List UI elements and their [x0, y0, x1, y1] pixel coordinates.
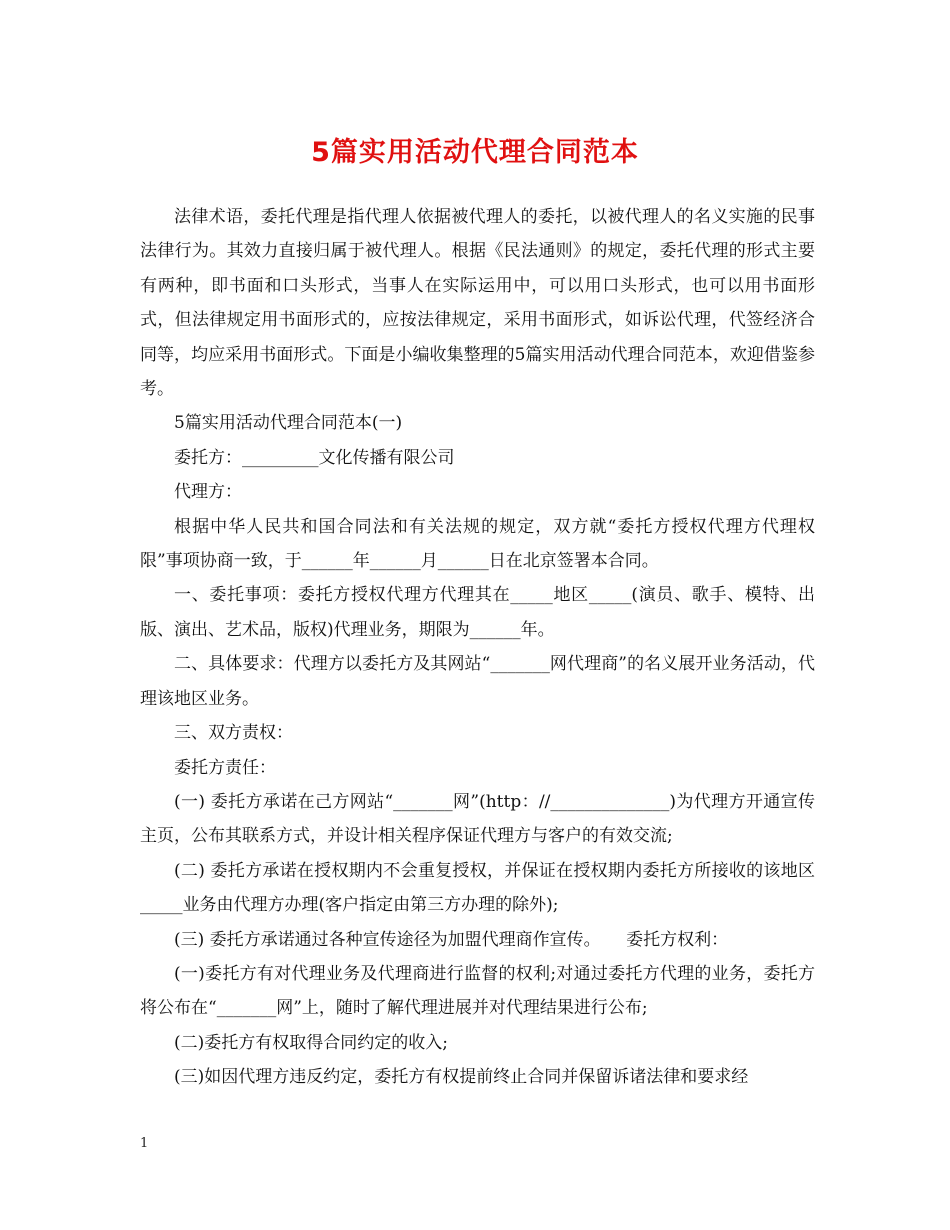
- document-title: 5篇实用活动代理合同范本: [311, 137, 639, 168]
- paragraph-intro: 法律术语，委托代理是指代理人依据被代理人的委托，以被代理人的名义实施的民事法律行为。其效力直接归属于被代理人。根据《民法通则》的规定，委托代理的形式主要有两种，即书面和口头形式，当事人在实际运用中，可以用口头形式，也可以用书面形式，但法律规定用书面形式的，应按法律规定，采用书面形式，如诉讼代理，代签经济合同等，均应采用书面形式。下面是小编收集整理的5篇实用活动代理合同范本，欢迎借鉴参考。: [140, 207, 815, 400]
- paragraph-principal: 委托方：_________文化传播有限公司: [174, 447, 455, 468]
- paragraph-principal-duties: 委托方责任：: [174, 757, 276, 778]
- paragraph-agent: 代理方：: [174, 482, 242, 503]
- paragraph-right-2: (二)委托方有权取得合同约定的收入;: [174, 1032, 448, 1053]
- document-body: [140, 200, 815, 1095]
- page-number: 1: [140, 1136, 149, 1151]
- paragraph-clause-2: 二、具体要求：代理方以委托方及其网站“_______网代理商”的名义展开业务活动，代理该地区业务。: [140, 654, 815, 709]
- paragraph-right-1: (一)委托方有对代理业务及代理商进行监督的权利;对通过委托方代理的业务，委托方将公布在“_______网”上，随时了解代理进展并对代理结果进行公布;: [140, 963, 815, 1019]
- paragraph-clause-3: 三、双方责权：: [174, 723, 293, 744]
- paragraph-clause-1: 一、委托事项：委托方授权代理方代理其在_____地区_____(演员、歌手、模特、出版、演出、艺术品，版权)代理业务，期限为______年。: [140, 585, 815, 640]
- paragraph-right-3: (三)如因代理方违反约定，委托方有权提前终止合同并保留诉诸法律和要求经: [174, 1067, 749, 1088]
- paragraph-section-heading: 5篇实用活动代理合同范本(一): [174, 413, 403, 434]
- paragraph-duty-3: (三) 委托方承诺通过各种宣传途径为加盟代理商作宣传。 委托方权利：: [174, 929, 729, 950]
- paragraph-preamble: 根据中华人民共和国合同法和有关法规的规定，双方就“委托方授权代理方代理权限”事项协商一致，于______年______月______日在北京签署本合同。: [140, 516, 815, 572]
- paragraph-duty-1: (一) 委托方承诺在己方网站“_______网”(http：//______________)为代理方开通宣传主页，公布其联系方式，并设计相关程序保证代理方与客户的有效交流;: [140, 791, 815, 847]
- paragraph-duty-2: (二) 委托方承诺在授权期内不会重复授权，并保证在授权期内委托方所接收的该地区_____业务由代理方办理(客户指定由第三方办理的除外);: [140, 860, 815, 916]
